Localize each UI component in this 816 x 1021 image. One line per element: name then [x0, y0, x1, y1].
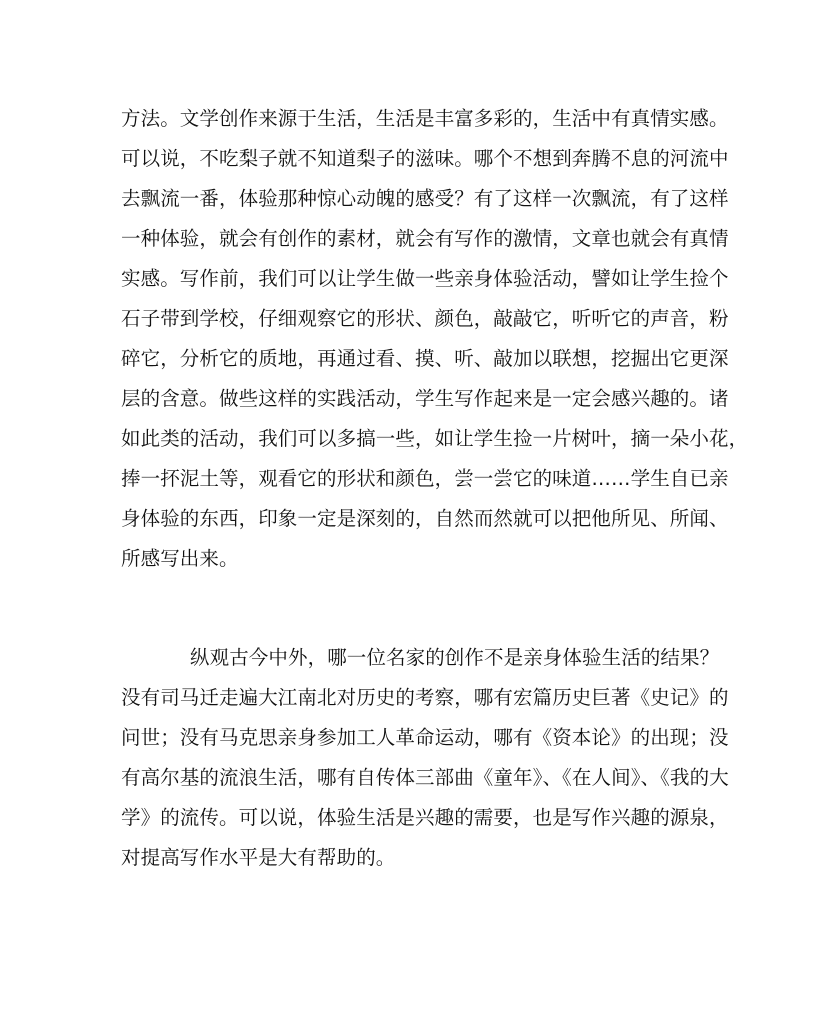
paragraph-1-line-7: 碎它，分析它的质地，再通过看、摸、听、敲加以联想，挖掘出它更深 [121, 347, 729, 370]
paragraph-2-line-2: 没有司马迁走遍大江南北对历史的考察，哪有宏篇历史巨著《史记》的 [121, 686, 729, 709]
paragraph-1-line-8: 层的含意。做些这样的实践活动，学生写作起来是一定会感兴趣的。诸 [121, 387, 729, 410]
paragraph-1-line-10: 捧一抔泥土等，观看它的形状和颜色，尝一尝它的味道……学生自已亲 [121, 467, 729, 490]
paragraph-1-line-3: 去飘流一番，体验那种惊心动魄的感受？有了这样一次飘流，有了这样 [121, 187, 729, 210]
paragraph-1-line-9: 如此类的活动，我们可以多搞一些，如让学生捡一片树叶，摘一朵小花， [121, 427, 749, 450]
paragraph-2-line-4: 有高尔基的流浪生活，哪有自传体三部曲《童年》、《在人间》、《我的大 [121, 766, 729, 789]
paragraph-2-line-3: 问世；没有马克思亲身参加工人革命运动，哪有《资本论》的出现；没 [121, 726, 729, 749]
paragraph-1-line-6: 石子带到学校，仔细观察它的形状、颜色，敲敲它，听听它的声音，粉 [121, 307, 729, 330]
paragraph-1-line-4: 一种体验，就会有创作的素材，就会有写作的激情，文章也就会有真情 [121, 227, 729, 250]
paragraph-1-line-5: 实感。写作前，我们可以让学生做一些亲身体验活动，譬如让学生捡个 [121, 267, 729, 290]
paragraph-2-line-5: 学》的流传。可以说，体验生活是兴趣的需要，也是写作兴趣的源泉， [121, 806, 729, 829]
paragraph-1-line-11: 身体验的东西，印象一定是深刻的，自然而然就可以把他所见、所闻、 [121, 507, 729, 530]
paragraph-1-line-1: 方法。文学创作来源于生活，生活是丰富多彩的，生活中有真情实感。 [121, 107, 729, 130]
paragraph-1-line-2: 可以说，不吃梨子就不知道梨子的滋味。哪个不想到奔腾不息的河流中 [121, 147, 729, 170]
paragraph-1-line-12: 所感写出来。 [121, 547, 239, 570]
paragraph-2-line-6: 对提高写作水平是大有帮助的。 [121, 846, 396, 869]
paragraph-2-line-1: 纵观古今中外，哪一位名家的创作不是亲身体验生活的结果？ [190, 646, 720, 669]
